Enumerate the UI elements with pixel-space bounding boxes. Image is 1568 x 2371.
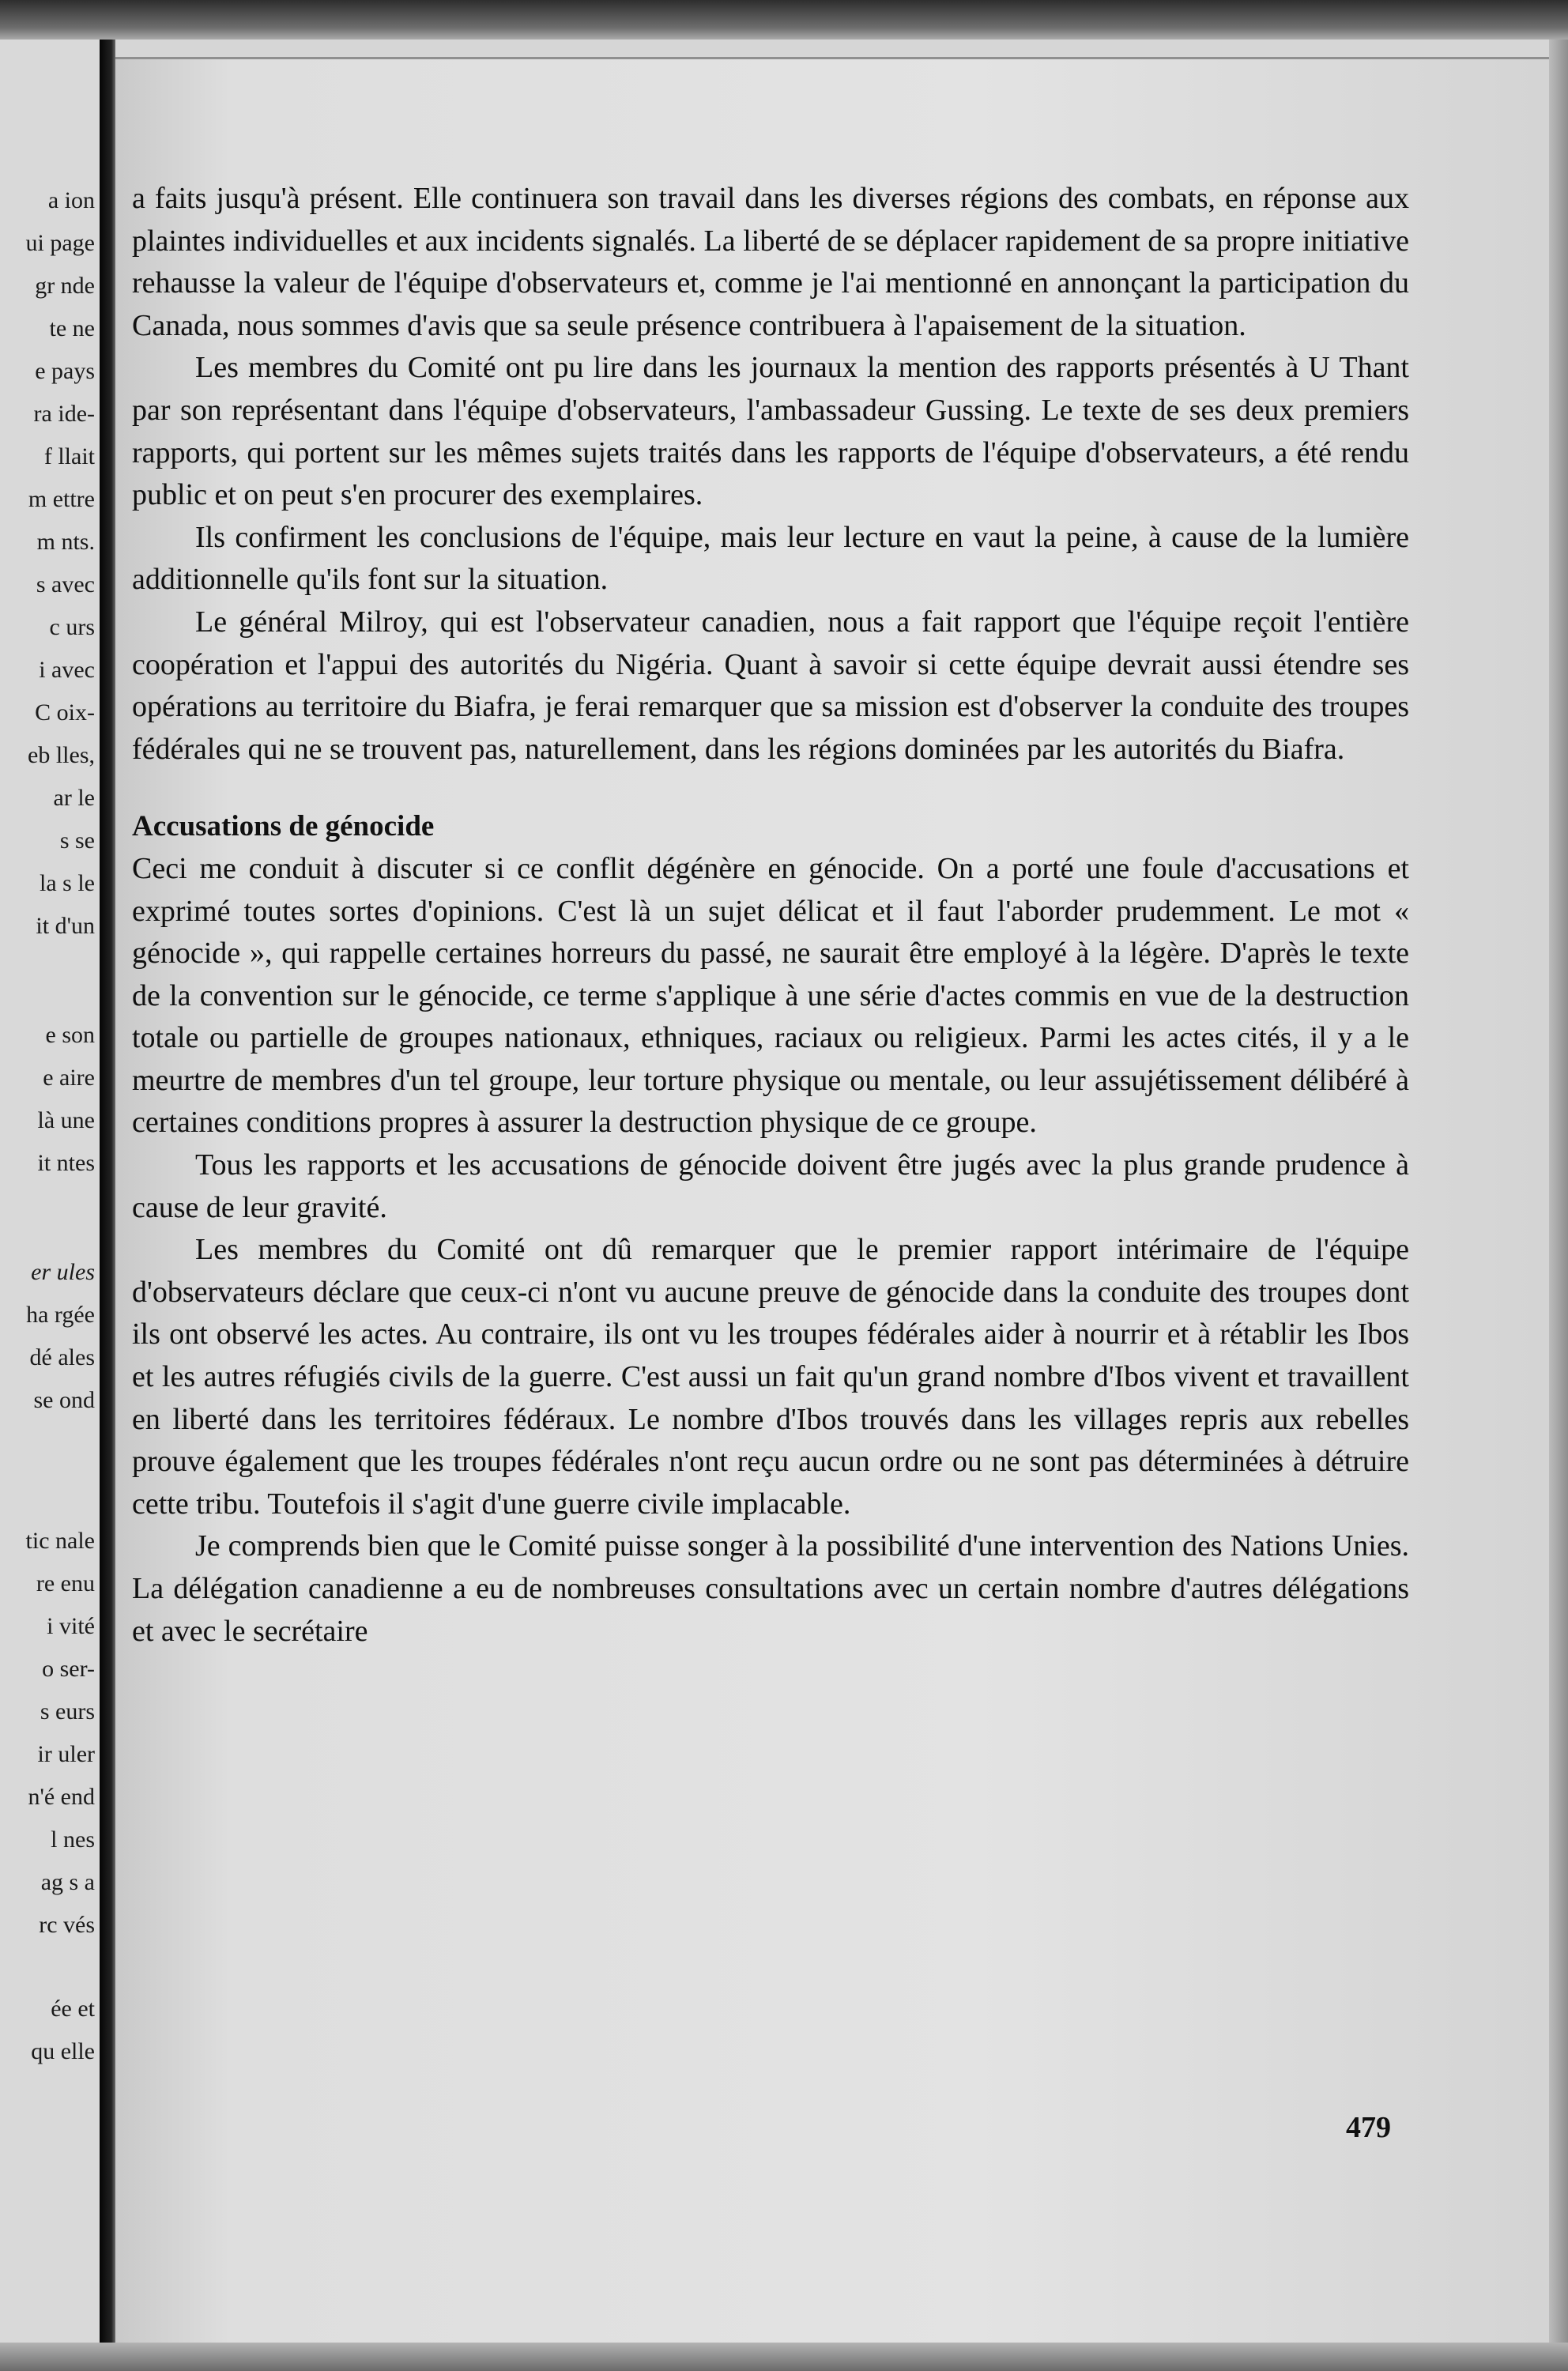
book-page <box>115 57 1549 2345</box>
body-text <box>132 178 1409 1653</box>
adjacent-page-line: eb lles, <box>28 742 95 768</box>
adjacent-page-line: s se <box>59 827 95 854</box>
paragraph: Ceci me conduit à discuter si ce conflit dégénère en génocide. On a porté une foule d'accusations et exprimé toutes sortes d'opinions. C'est là un sujet délicat et il faut l'aborder prudemment. Le mot « génocide », qui rappelle certaines horreurs du passé, ne saurait être employé à la légère. D'après le texte de la convention sur le génocide, ce terme s'applique à une série d'actes commis en vue de la destruction totale ou partielle de groupes nationaux, ethniques, raciaux ou religieux. Parmi les actes cités, il y a le meurtre de membres d'un tel groupe, leur torture physique ou mentale, ou leur assujétissement délibéré à certaines conditions propres à assurer la destruction physique de ce groupe. <box>132 851 1409 1140</box>
adjacent-page-line: re enu <box>36 1570 95 1596</box>
adjacent-page-line: it d'un <box>36 913 95 939</box>
adjacent-page-line: s avec <box>36 571 95 597</box>
adjacent-page-line: ée et <box>51 1996 95 2022</box>
adjacent-page-line: dé ales <box>29 1344 95 1370</box>
paragraph: Je comprends bien que le Comité puisse songer à la possibilité d'une intervention des Nations Unies. La délégation canadienne a eu de nombreuses consultations avec un certain nombre d'autres délégations et avec le secrétaire <box>132 1529 1409 1648</box>
adjacent-page-line: rc vés <box>39 1912 95 1938</box>
adjacent-page-line: er ules <box>31 1259 95 1285</box>
adjacent-page-line: e aire <box>43 1065 95 1091</box>
adjacent-page-line: s eurs <box>40 1698 95 1725</box>
scan-bottom-edge <box>0 2343 1568 2371</box>
adjacent-page-line: gr nde <box>35 273 95 299</box>
adjacent-page-line: it ntes <box>37 1150 95 1176</box>
adjacent-page-line: ir uler <box>37 1741 95 1767</box>
adjacent-page-line: la s le <box>40 870 95 896</box>
adjacent-page-line: ha rgée <box>26 1302 95 1328</box>
adjacent-page-line: te ne <box>49 315 95 341</box>
page-number: 479 <box>1346 2111 1391 2144</box>
paragraph: Tous les rapports et les accusations de génocide doivent être jugés avec la plus grande prudence à cause de leur gravité. <box>132 1148 1409 1224</box>
book-gutter-shadow <box>100 40 115 2343</box>
adjacent-page-line: qu elle <box>31 2038 95 2064</box>
adjacent-page-line: n'é end <box>28 1784 95 1810</box>
scan-right-edge <box>1549 40 1568 2343</box>
adjacent-page-fragment <box>0 40 100 2343</box>
adjacent-page-line: o ser- <box>42 1656 95 1682</box>
paragraph: Le général Milroy, qui est l'observateur canadien, nous a fait rapport que l'équipe reçoit l'entière coopération et l'appui des autorités du Nigéria. Quant à savoir si cette équipe devrait aussi étendre ses opérations au territoire du Biafra, je ferai remarquer que sa mission est d'observer la conduite des troupes fédérales qui ne se trouvent pas, naturellement, dans les régions dominées par les autorités du Biafra. <box>132 605 1409 766</box>
adjacent-page-line: ar le <box>53 785 95 811</box>
paragraph: Les membres du Comité ont pu lire dans les journaux la mention des rapports présentés à U Thant par son représentant dans l'équipe d'observateurs, l'ambassadeur Gussing. Le texte de ses deux premiers rapports, qui portent sur les mêmes sujets traités dans les rapports de l'équipe d'observateurs, a été rendu public et on peut s'en procurer des exemplaires. <box>132 351 1409 512</box>
adjacent-page-line: e son <box>45 1022 95 1048</box>
adjacent-page-line: tic nale <box>25 1528 95 1554</box>
paragraph: a faits jusqu'à présent. Elle continuera son travail dans les diverses régions des combats, en réponse aux plaintes individuelles et aux incidents signalés. La liberté de se déplacer rapidement de sa propre initiative rehausse la valeur de l'équipe d'observateurs et, comme je l'ai mentionné en annonçant la participation du Canada, nous sommes d'avis que sa seule présence contribuera à l'apaisement de la situation. <box>132 182 1409 342</box>
adjacent-page-line: C oix- <box>35 699 95 726</box>
adjacent-page-line: e pays <box>35 358 95 384</box>
adjacent-page-line: se ond <box>33 1387 95 1413</box>
paragraph: Les membres du Comité ont dû remarquer que le premier rapport intérimaire de l'équipe d'observateurs déclare que ceux-ci n'ont vu aucune preuve de génocide dans la conduite des troupes dont ils ont observé les actes. Au contraire, ils ont vu les troupes fédérales aider à nourrir et à rétablir les Ibos et les autres réfugiés civils de la guerre. C'est aussi un fait qu'un grand nombre d'Ibos vivent et travaillent en liberté dans les territoires fédéraux. Le nombre d'Ibos trouvés dans les villages repris aux rebelles prouve également que les troupes fédérales n'ont reçu aucun ordre ou ne sont pas déterminées à détruire cette tribu. Toutefois il s'agit d'une guerre civile implacable. <box>132 1233 1409 1521</box>
adjacent-page-line: i avec <box>39 657 95 683</box>
adjacent-page-line: a ion <box>47 187 95 213</box>
section-heading: Accusations de génocide <box>132 810 435 843</box>
adjacent-page-line: m nts. <box>36 529 95 555</box>
adjacent-page-line: i vité <box>47 1613 95 1639</box>
adjacent-page-line: ui page <box>25 230 95 256</box>
adjacent-page-line: c urs <box>49 614 95 640</box>
scan-top-edge <box>0 0 1568 40</box>
adjacent-page-line: là une <box>37 1107 95 1133</box>
adjacent-page-line: ra ide- <box>33 401 95 427</box>
paragraph: Ils confirment les conclusions de l'équipe, mais leur lecture en vaut la peine, à cause de la lumière additionnelle qu'ils font sur la situation. <box>132 520 1409 597</box>
adjacent-page-line: ag s a <box>40 1869 95 1895</box>
adjacent-page-line: l nes <box>51 1826 95 1853</box>
adjacent-page-line: m ettre <box>28 486 95 512</box>
adjacent-page-line: f llait <box>43 443 95 469</box>
